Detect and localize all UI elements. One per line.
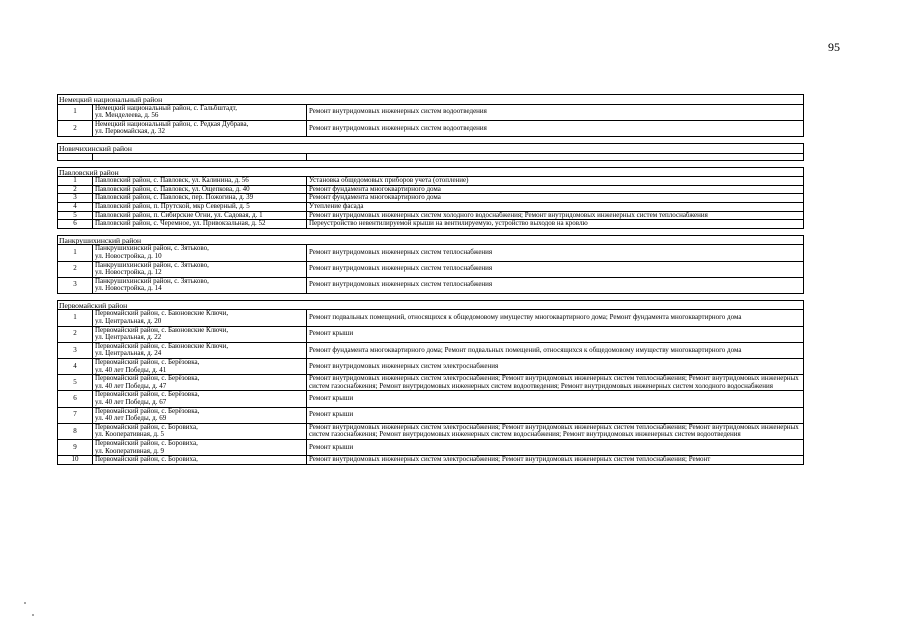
address-cell bbox=[93, 185, 307, 194]
address-line: Первомайский район, с. Берёзовка, bbox=[95, 374, 200, 383]
address-line: ул. Менделеева, д. 56 bbox=[95, 111, 159, 120]
empty-cell bbox=[93, 153, 307, 160]
section-title-row bbox=[58, 167, 804, 177]
table-row bbox=[58, 220, 804, 229]
address-line: ул. Первомайская, д. 32 bbox=[95, 127, 165, 136]
address-line: Первомайский район, с. Баюновские Ключи, bbox=[95, 326, 229, 334]
address-line: ул. Центральная, д. 20 bbox=[95, 317, 162, 326]
address-line: ул. Новостройка, д. 12 bbox=[95, 268, 162, 277]
address-line: Павловский район, п. Сибирские Огни, ул. Садовая, д. 1 bbox=[95, 211, 263, 219]
work-description: Ремонт внутридомовых инженерных систем электроснабжения; Ремонт внутридомовых инженерных систем теплоснабжения; Ремонт bbox=[307, 456, 804, 465]
address-line: ул. Кооперативная, д. 9 bbox=[95, 446, 165, 455]
address-line: ул. 40 лет Победы, д. 41 bbox=[95, 365, 167, 374]
row-number: 4 bbox=[58, 359, 93, 375]
table-row bbox=[58, 245, 804, 261]
section-title: Новичихинский район bbox=[58, 143, 804, 153]
address-line: Павловский район, с. Павловск, пер. Пожогина, д. 39 bbox=[95, 193, 254, 202]
work-description: Ремонт внутридомовых инженерных систем электроснабжения; Ремонт внутридомовых инженерных систем теплоснабжения; Ремонт внутридомовых инженерных систем газоснабжения; Ремонт внутридомовых инженерных систем водоснабжения; Ремонт внутридомовых инженерных систем водоотведения bbox=[307, 423, 804, 439]
address-line: Первомайский район, с. Боровиха, bbox=[95, 439, 198, 447]
address-line: Первомайский район, с. Баюновские Ключи, bbox=[95, 342, 229, 350]
row-number: 3 bbox=[58, 277, 93, 293]
address-cell bbox=[93, 245, 307, 261]
section-title-row bbox=[58, 235, 804, 245]
work-description: Ремонт внутридомовых инженерных систем теплоснабжения bbox=[307, 261, 804, 277]
row-number: 1 bbox=[58, 245, 93, 261]
table-row bbox=[58, 194, 804, 203]
address-line: Павловский район, с. Павловск, ул. Калинина, д. 56 bbox=[95, 176, 249, 185]
table-row bbox=[58, 261, 804, 277]
address-line: Немецкий национальный район, с. Редкая Дубрава, bbox=[95, 120, 249, 128]
address-line: Первомайский район, с. Боровиха, bbox=[95, 455, 198, 464]
address-line: Панкрушихинский район, с. Зятьково, bbox=[95, 277, 209, 285]
table-row bbox=[58, 359, 804, 375]
address-cell bbox=[93, 310, 307, 326]
row-number: 9 bbox=[58, 439, 93, 455]
scan-dot bbox=[32, 614, 34, 616]
section-spacer bbox=[58, 136, 804, 143]
spacer-cell bbox=[58, 160, 804, 167]
table-row bbox=[58, 342, 804, 358]
address-cell bbox=[93, 177, 307, 186]
address-cell bbox=[93, 202, 307, 211]
work-description: Ремонт внутридомовых инженерных систем водоотведения bbox=[307, 104, 804, 120]
address-line: ул. Центральная, д. 22 bbox=[95, 333, 162, 342]
work-description: Установка общедомовых приборов учета (отопление) bbox=[307, 177, 804, 186]
row-number: 1 bbox=[58, 310, 93, 326]
address-cell bbox=[93, 261, 307, 277]
work-description: Ремонт крыши bbox=[307, 407, 804, 423]
table-row bbox=[58, 391, 804, 407]
table-row bbox=[58, 211, 804, 220]
work-description: Ремонт подвальных помещений, относящихся к общедомовому имуществу многоквартирного дома; Ремонт фундамента многоквартирного дома bbox=[307, 310, 804, 326]
address-line: ул. 40 лет Победы, д. 69 bbox=[95, 414, 167, 423]
address-line: ул. Новостройка, д. 14 bbox=[95, 284, 162, 293]
page-number: 95 bbox=[828, 40, 840, 54]
row-number: 6 bbox=[58, 391, 93, 407]
table-row bbox=[58, 423, 804, 439]
section-title: Панкрушихинский район bbox=[58, 235, 804, 245]
address-line: Первомайский район, с. Баюновские Ключи, bbox=[95, 309, 229, 318]
address-line: Павловский район, с. Черемное, ул. Привокзальная, д. 52 bbox=[95, 219, 266, 228]
work-description: Ремонт внутридомовых инженерных систем холодного водоснабжения; Ремонт внутридомовых инженерных систем теплоснабжения bbox=[307, 211, 804, 220]
work-description: Переустройство невентилируемой крыши на вентилируемую, устройство выходов на кровлю bbox=[307, 220, 804, 229]
row-number: 2 bbox=[58, 120, 93, 136]
address-cell bbox=[93, 375, 307, 391]
address-cell bbox=[93, 194, 307, 203]
table-row bbox=[58, 104, 804, 120]
section-spacer bbox=[58, 160, 804, 167]
table-row bbox=[58, 439, 804, 455]
address-cell bbox=[93, 211, 307, 220]
address-cell bbox=[93, 277, 307, 293]
empty-cell bbox=[307, 153, 804, 160]
address-line: ул. Кооперативная, д. 5 bbox=[95, 430, 165, 439]
empty-cell bbox=[58, 153, 93, 160]
row-number: 3 bbox=[58, 194, 93, 203]
section-spacer bbox=[58, 293, 804, 300]
spacer-cell bbox=[58, 136, 804, 143]
row-number: 7 bbox=[58, 407, 93, 423]
row-number: 8 bbox=[58, 423, 93, 439]
table-row bbox=[58, 120, 804, 136]
address-cell bbox=[93, 120, 307, 136]
section-title-row bbox=[58, 95, 804, 105]
address-line: Первомайский район, с. Берёзовка, bbox=[95, 390, 200, 399]
address-line: Панкрушихинский район, с. Зятьково, bbox=[95, 244, 209, 253]
address-line: ул. Новостройка, д. 10 bbox=[95, 251, 162, 260]
address-line: Первомайский район, с. Берёзовка, bbox=[95, 358, 200, 367]
address-cell bbox=[93, 407, 307, 423]
table-row bbox=[58, 326, 804, 342]
row-number: 5 bbox=[58, 375, 93, 391]
address-line: Панкрушихинский район, с. Зятьково, bbox=[95, 261, 209, 269]
address-cell bbox=[93, 359, 307, 375]
address-cell bbox=[93, 439, 307, 455]
address-line: Первомайский район, с. Берёзовка, bbox=[95, 407, 200, 415]
work-description: Ремонт фундамента многоквартирного дома; Ремонт подвальных помещений, относящихся к общедомовому имуществу многоквартирного дома bbox=[307, 342, 804, 358]
table-row bbox=[58, 277, 804, 293]
section-title: Первомайский район bbox=[58, 300, 804, 310]
row-number: 2 bbox=[58, 261, 93, 277]
address-cell bbox=[93, 391, 307, 407]
work-description: Ремонт крыши bbox=[307, 439, 804, 455]
row-number: 1 bbox=[58, 104, 93, 120]
address-cell bbox=[93, 220, 307, 229]
section-title: Павловский район bbox=[58, 167, 804, 177]
work-description: Ремонт внутридомовых инженерных систем теплоснабжения bbox=[307, 245, 804, 261]
work-description: Ремонт фундамента многоквартирного дома bbox=[307, 185, 804, 194]
row-number: 6 bbox=[58, 220, 93, 229]
row-number: 10 bbox=[58, 456, 93, 465]
table-row bbox=[58, 407, 804, 423]
section-title: Немецкий национальный район bbox=[58, 95, 804, 105]
address-line: Павловский район, п. Прутской, мкр Северный, д. 5 bbox=[95, 202, 250, 210]
table-row bbox=[58, 310, 804, 326]
address-line: Павловский район, с. Павловск, ул. Ощепкова, д. 40 bbox=[95, 185, 250, 193]
section-title-row bbox=[58, 300, 804, 310]
work-description: Ремонт крыши bbox=[307, 391, 804, 407]
empty-row bbox=[58, 153, 804, 160]
row-number: 3 bbox=[58, 342, 93, 358]
repair-schedule-table bbox=[57, 94, 804, 465]
address-cell bbox=[93, 104, 307, 120]
table-row bbox=[58, 375, 804, 391]
address-cell bbox=[93, 423, 307, 439]
table-row bbox=[58, 202, 804, 211]
address-line: ул. 40 лет Победы, д. 67 bbox=[95, 398, 167, 406]
address-line: Первомайский район, с. Боровиха, bbox=[95, 423, 198, 431]
section-spacer bbox=[58, 228, 804, 235]
address-cell bbox=[93, 326, 307, 342]
row-number: 4 bbox=[58, 202, 93, 211]
work-description: Ремонт внутридомовых инженерных систем электроснабжения bbox=[307, 359, 804, 375]
row-number: 5 bbox=[58, 211, 93, 220]
table-row bbox=[58, 456, 804, 465]
work-description: Ремонт внутридомовых инженерных систем электроснабжения; Ремонт внутридомовых инженерных систем теплоснабжения; Ремонт внутридомовых инженерных систем газоснабжения; Ремонт внутридомовых инженерных систем водоотведения; Ремонт внутридомовых инженерных систем холодного водоснабжения bbox=[307, 375, 804, 391]
work-description: Ремонт внутридомовых инженерных систем водоотведения bbox=[307, 120, 804, 136]
spacer-cell bbox=[58, 228, 804, 235]
address-line: ул. Центральная, д. 24 bbox=[95, 349, 162, 358]
work-description: Утепление фасада bbox=[307, 202, 804, 211]
work-description: Ремонт фундамента многоквартирного дома bbox=[307, 194, 804, 203]
work-description: Ремонт крыши bbox=[307, 326, 804, 342]
document-table-container bbox=[57, 94, 803, 465]
work-description: Ремонт внутридомовых инженерных систем теплоснабжения bbox=[307, 277, 804, 293]
row-number: 1 bbox=[58, 177, 93, 186]
address-cell bbox=[93, 342, 307, 358]
spacer-cell bbox=[58, 293, 804, 300]
section-title-row bbox=[58, 143, 804, 153]
address-line: Немецкий национальный район, с. Гальбштадт, bbox=[95, 104, 237, 112]
table-row bbox=[58, 185, 804, 194]
address-line: ул. 40 лет Победы, д. 47 bbox=[95, 381, 167, 390]
table-row bbox=[58, 177, 804, 186]
address-cell bbox=[93, 456, 307, 465]
row-number: 2 bbox=[58, 185, 93, 194]
scan-dot bbox=[24, 602, 26, 604]
row-number: 2 bbox=[58, 326, 93, 342]
